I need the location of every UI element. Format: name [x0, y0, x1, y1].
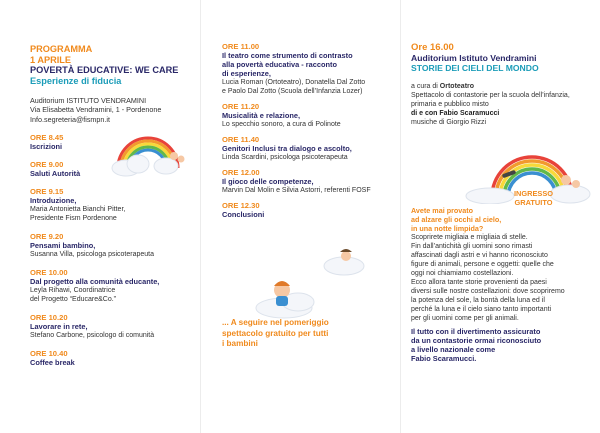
event-date: 1 APRILE	[30, 54, 72, 65]
curator-name: Ortoteatro	[439, 83, 475, 90]
item-title: Dal progetto alla comunità educante,	[30, 277, 160, 287]
item-speaker: Presidente Fism Pordenone	[30, 215, 117, 223]
closing-line: Il tutto con il divertimento assicurato	[411, 327, 541, 336]
schedule-item	[30, 313, 190, 340]
story-line: la potenza del sole, la bontà della luna ed il	[411, 297, 545, 304]
story-body	[411, 233, 596, 323]
conference-title: POVERTÀ EDUCATIVE: WE CARE	[30, 65, 179, 75]
follow-line: ... A seguire nel pomeriggio	[222, 318, 329, 327]
follow-line: i bambini	[222, 339, 258, 348]
children-clouds-illustration	[254, 240, 374, 320]
column-programma	[0, 0, 200, 433]
show-story	[411, 206, 596, 363]
item-time: ORE 11.40	[222, 135, 260, 144]
item-speaker: del Progetto “Educare&Co.”	[30, 296, 116, 304]
show-curator	[411, 82, 592, 91]
story-line: per gli uomini come per gli animali.	[411, 315, 519, 322]
item-title: Iscrizioni	[30, 142, 63, 152]
schedule-item	[30, 187, 190, 223]
story-question: ad alzare gli occhi al cielo,	[411, 215, 502, 224]
venue-email[interactable]: Info.segreteria@fismpn.it	[30, 114, 111, 124]
item-speaker: Stefano Carbone, psicologo di comunità	[30, 332, 155, 340]
show-time: Ore 16.00	[411, 42, 454, 53]
item-time: ORE 8.45	[30, 133, 64, 143]
curator-prefix: a cura di	[411, 83, 440, 90]
closing-line: a livello nazionale come	[411, 345, 496, 354]
item-speaker: Maria Antonietta Bianchi Pitter,	[30, 206, 126, 214]
badge-line: INGRESSO	[514, 189, 554, 198]
story-question: in una notte limpida?	[411, 224, 484, 233]
item-speaker: Susanna Villa, psicologa psicoterapeuta	[30, 251, 155, 259]
schedule-item	[30, 232, 190, 259]
show-desc: primaria e pubblico misto	[411, 101, 489, 108]
schedule-list-2	[222, 42, 392, 219]
afternoon-note	[222, 318, 397, 350]
show-desc: Spettacolo di contastorie per la scuola dell’infanzia,	[411, 92, 570, 99]
story-line: oggi noi chiamiamo costellazioni.	[411, 270, 514, 277]
closing-line: da un contastorie ormai riconosciuto	[411, 336, 542, 345]
conference-subtitle: Esperienze di fiducia	[30, 75, 122, 86]
rainbow-cloud-illustration	[108, 128, 188, 178]
item-speaker: e Paolo Dal Zotto (Scuola dell’Infanzia Lozer)	[222, 88, 363, 95]
item-title: Il gioco delle competenze,	[222, 177, 314, 186]
item-title: Saluti Autorità	[30, 169, 81, 179]
item-time: ORE 11.00	[222, 42, 260, 51]
item-speaker: Lo specchio sonoro, a cura di Polinote	[222, 121, 341, 128]
show-title: STORIE DEI CIELI DEL MONDO	[411, 63, 539, 73]
item-title: Genitori Inclusi tra dialogo e ascolto,	[222, 144, 352, 153]
venue-street: Via Elisabetta Vendramini, 1 - Pordenone	[30, 105, 162, 115]
story-line: Ecco allora tante storie provenienti da paesi	[411, 279, 547, 286]
schedule-item	[222, 201, 392, 219]
item-title: Coffee break	[30, 358, 75, 368]
story-closing	[411, 327, 596, 363]
story-line: figure di animali, persone e oggetti: quelle che	[411, 261, 554, 268]
column-late-morning	[200, 0, 400, 433]
show-venue: Auditorium Istituto Vendramini	[411, 53, 537, 63]
venue-address	[30, 96, 190, 124]
schedule-item	[30, 349, 190, 367]
item-title: alla povertà educativa - racconto	[222, 60, 338, 69]
story-line: affascinati dagli astri e vi hanno riconosciuto	[411, 252, 548, 259]
item-title: Conclusioni	[222, 210, 265, 219]
free-entry-badge	[514, 190, 553, 207]
item-title: di esperienze,	[222, 69, 271, 78]
follow-line: spettacolo gratuito per tutti	[222, 328, 329, 338]
item-speaker: Lucia Roman (Ortoteatro), Donatella Dal Zotto	[222, 79, 366, 86]
item-speaker: Marvin Dal Molin e Silvia Astorri, referenti FOSF	[222, 187, 371, 194]
schedule-item	[30, 268, 190, 304]
item-speaker: Linda Scardini, psicologa psicoterapeuta	[222, 154, 348, 161]
item-time: ORE 9.20	[30, 232, 64, 242]
programma-label: PROGRAMMA	[30, 44, 93, 54]
item-title: Il teatro come strumento di contrasto	[222, 51, 353, 60]
story-line: Fin dall’antichità gli uomini sono rimasti	[411, 243, 533, 250]
story-line: diversi sulle nostre costellazioni: dove scopriremo	[411, 288, 565, 295]
schedule-item	[222, 135, 392, 162]
item-time: ORE 10.20	[30, 313, 68, 323]
item-time: ORE 12.30	[222, 201, 260, 210]
story-line: perché la luna e il cielo siano tanto importanti	[411, 306, 552, 313]
badge-line: GRATUITO	[514, 197, 553, 207]
item-time: ORE 10.40	[30, 349, 68, 359]
item-time: ORE 9.00	[30, 160, 64, 170]
item-title: Lavorare in rete,	[30, 322, 88, 332]
schedule-item	[222, 168, 392, 195]
item-title: Pensami bambino,	[30, 241, 96, 251]
item-title: Introduzione,	[30, 196, 77, 206]
show-music: musiche di Giorgio Rizzi	[411, 119, 487, 126]
show-performer: di e con Fabio Scaramucci	[411, 110, 500, 117]
venue-name: Auditorium ISTITUTO VENDRAMINI	[30, 96, 147, 105]
schedule-item	[222, 42, 392, 96]
story-line: Scoprirete migliaia e migliaia di stelle.	[411, 234, 528, 241]
item-time: ORE 11.20	[222, 102, 260, 111]
item-time: ORE 9.15	[30, 187, 64, 197]
closing-name: Fabio Scaramucci.	[411, 354, 477, 363]
item-time: ORE 10.00	[30, 268, 68, 278]
schedule-item	[222, 102, 392, 129]
item-speaker: Leyla Rihawi, Coordinatrice	[30, 287, 116, 295]
item-title: Musicalità e relazione,	[222, 111, 301, 120]
story-question: Avete mai provato	[411, 206, 474, 215]
column-show	[400, 0, 600, 433]
item-time: ORE 12.00	[222, 168, 260, 177]
